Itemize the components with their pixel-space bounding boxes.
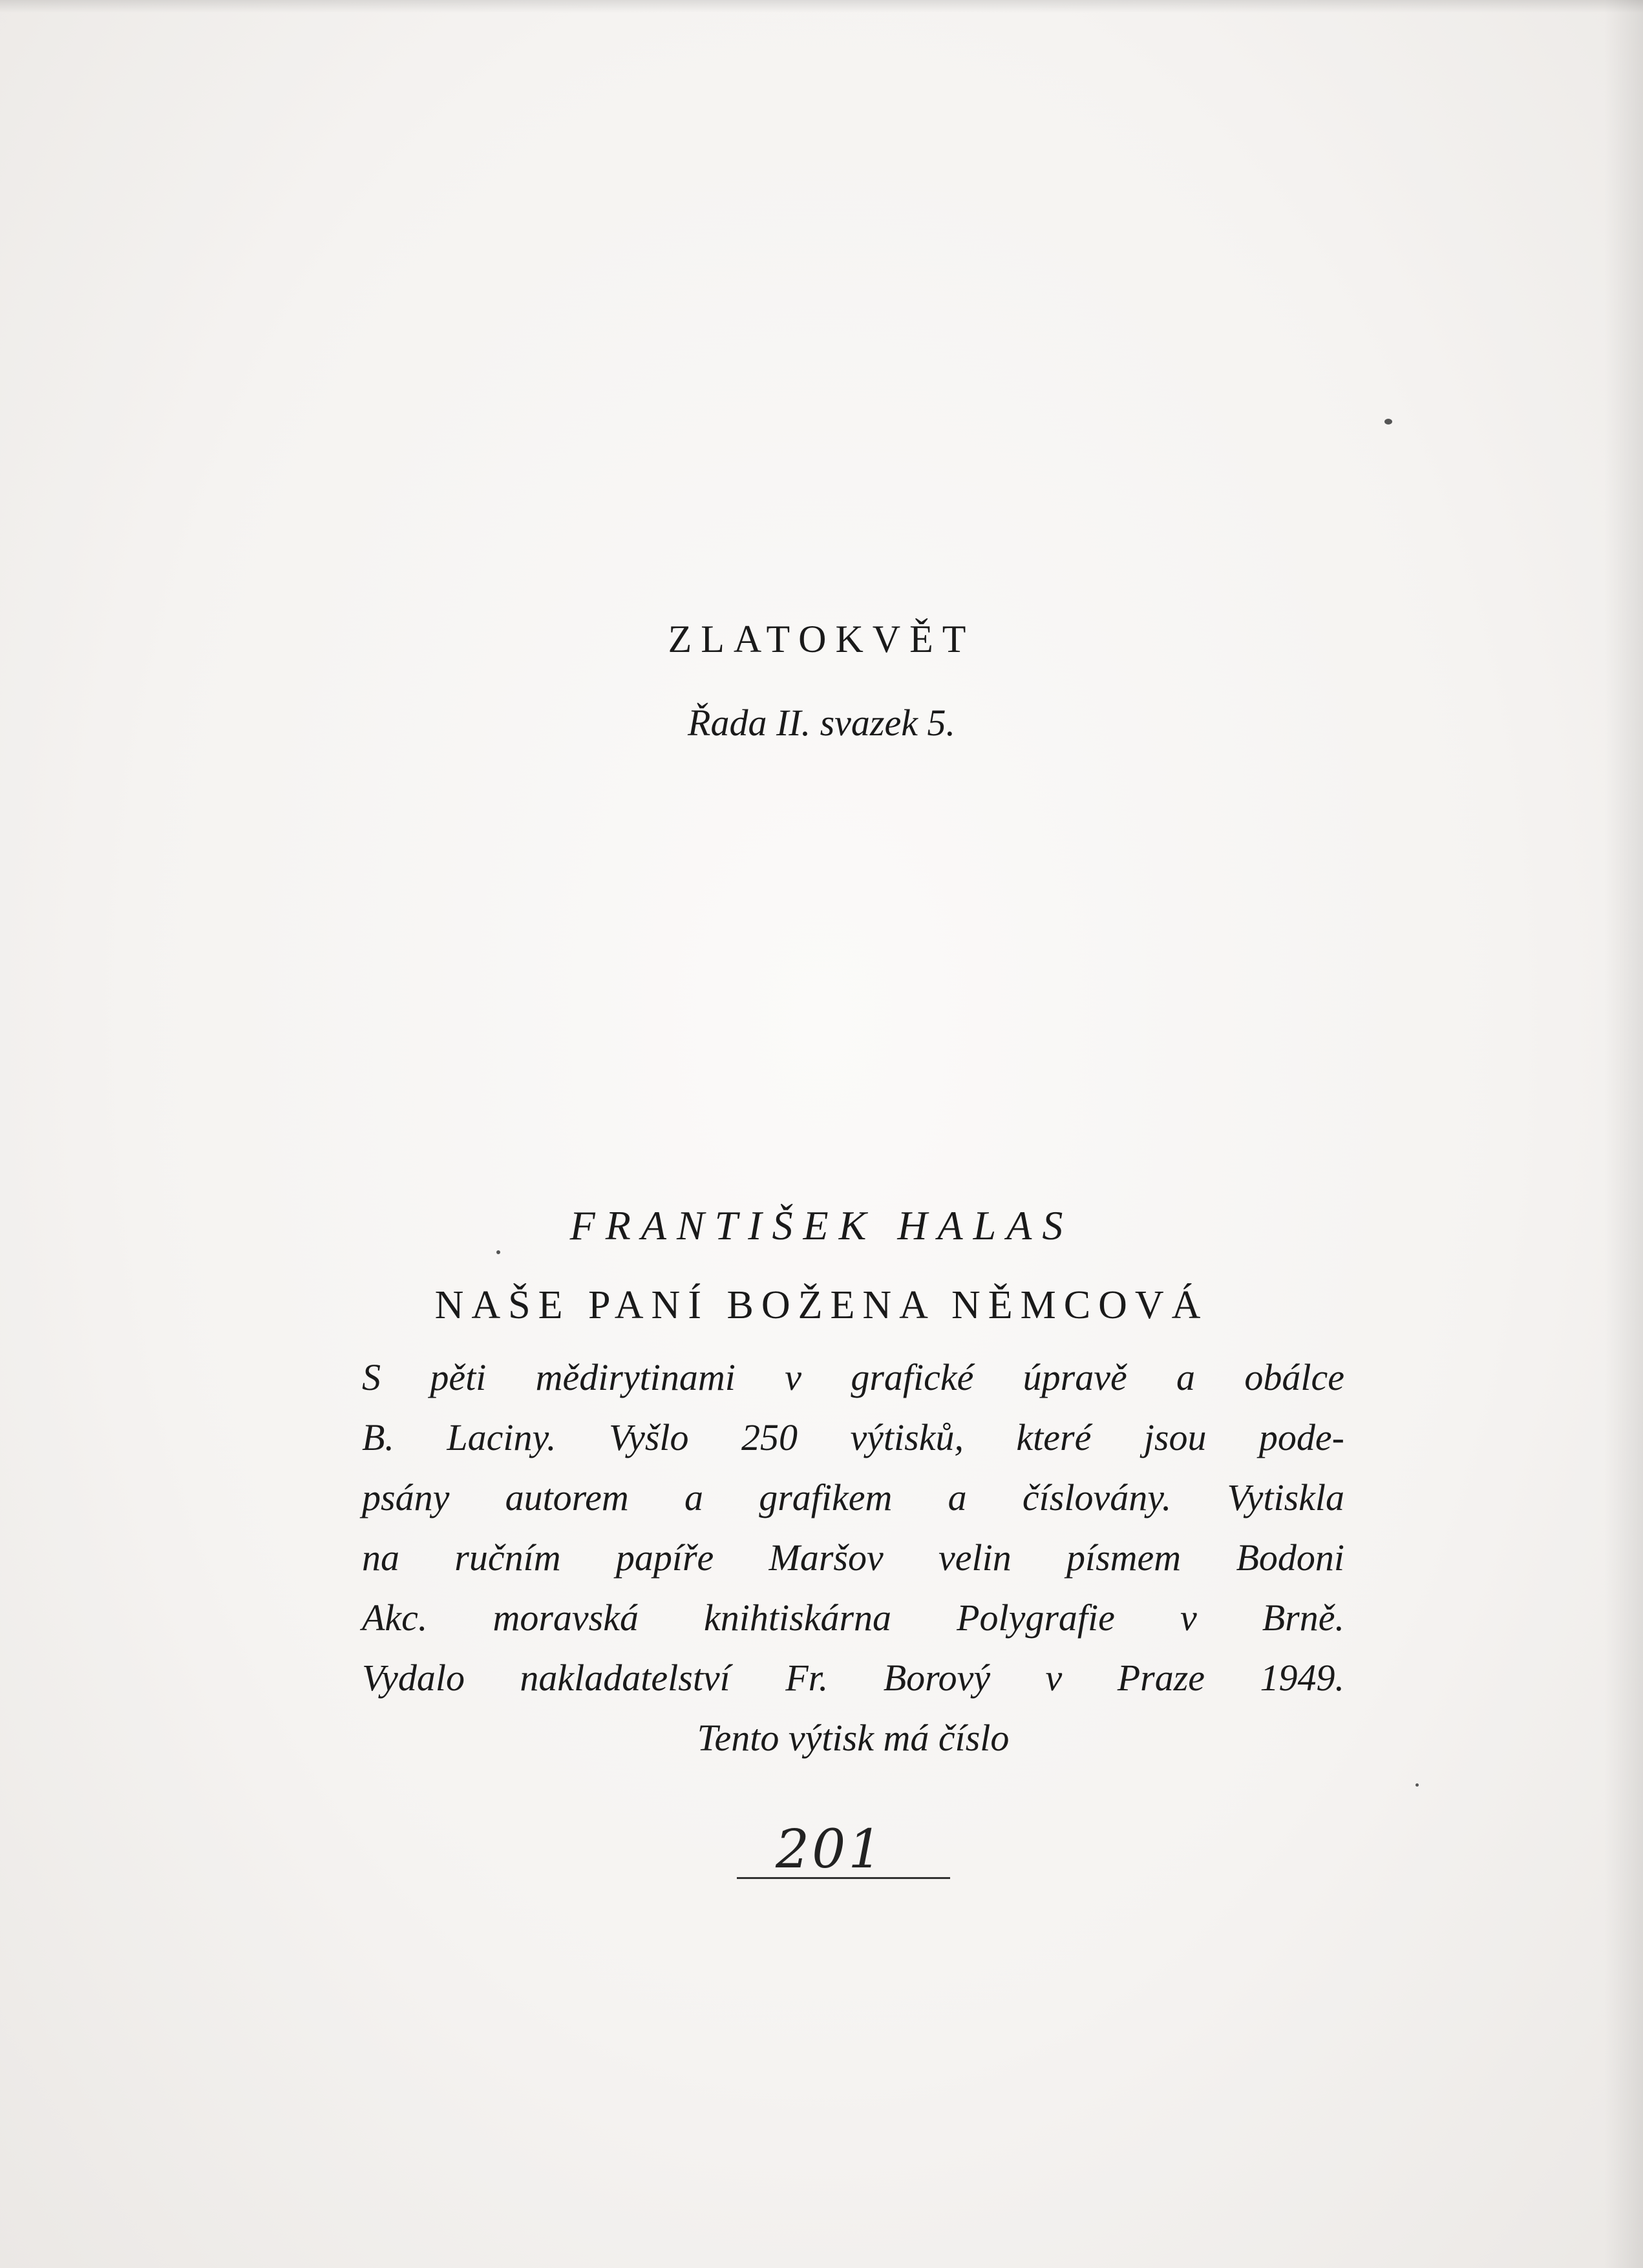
series-title: ZLATOKVĚT: [668, 618, 975, 660]
copy-number-field: [737, 1819, 950, 1880]
colophon-line: S pěti mědirytinami v grafické úpravě a obálce: [362, 1356, 1344, 1398]
paper-speck: [1384, 419, 1392, 425]
colophon-line: B. Laciny. Vyšlo 250 výtisků, které jsou pode-: [362, 1416, 1344, 1458]
author-name: FRANTIŠEK HALAS: [569, 1202, 1074, 1248]
colophon-line: na ručním papíře Maršov velin písmem Bodoni: [362, 1537, 1344, 1579]
colophon-line-final: Tento výtisk má číslo: [697, 1717, 1010, 1759]
colophon-line: Vydalo nakladatelství Fr. Borový v Praze 1949.: [362, 1657, 1344, 1699]
top-edge-shadow: [0, 0, 1643, 13]
colophon-line: psány autorem a grafikem a číslovány. Vytiskla: [362, 1476, 1344, 1518]
right-edge-shadow: [1604, 0, 1643, 2268]
paper-speck: [1415, 1783, 1419, 1787]
colophon-text: [362, 1347, 1344, 1768]
colophon-line: Akc. moravská knihtiskárna Polygrafie v Brně.: [362, 1597, 1344, 1639]
series-subtitle: Řada II. svazek 5.: [688, 702, 955, 744]
book-title: NAŠE PANÍ BOŽENA NĚMCOVÁ: [434, 1283, 1209, 1327]
paper-speck: [496, 1250, 500, 1254]
handwritten-copy-number: 201: [776, 1819, 885, 1880]
